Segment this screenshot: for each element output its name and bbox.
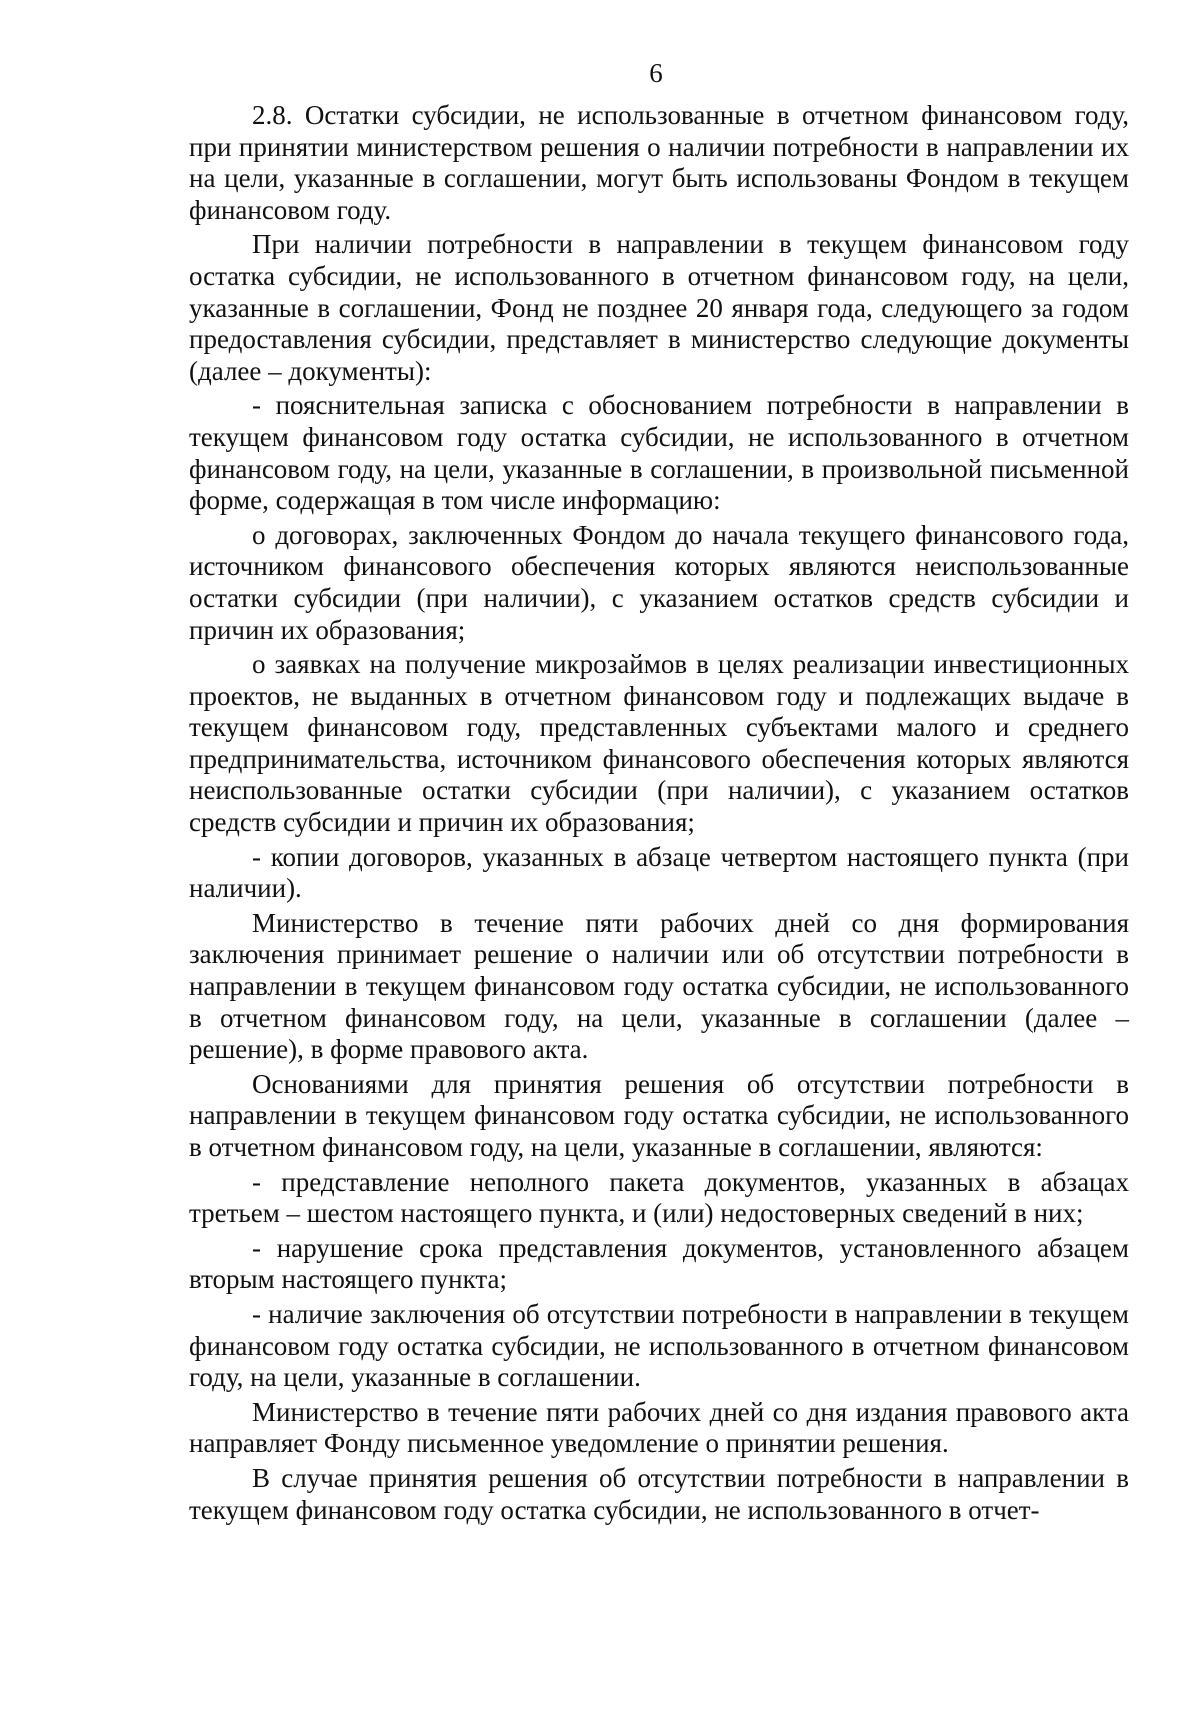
paragraph-ministry-decision: Министерство в течение пяти рабочих дней со дня формирования заключения принимает решение о наличии или об отсутствии потребности в направлении в текущем финансовом году остатка субсидии, не использованного в отчетном финансовом году, на цели, указанные в соглашении (далее – решение), в форме правового акта.	[189, 907, 1129, 1065]
paragraph-incomplete-documents: - представление неполного пакета документов, указанных в абзацах третьем – шестом настоящего пункта, и (или) недостоверных сведений в них;	[189, 1166, 1129, 1229]
paragraph-absence-conclusion: - наличие заключения об отсутствии потребности в направлении в текущем финансовом году остатка субсидии, не использованного в отчетном финансовом году, на цели, указанные в соглашении.	[189, 1298, 1129, 1393]
paragraph-explanatory-note: - пояснительная записка с обоснованием потребности в направлении в текущем финансовом году остатка субсидии, не использованного в отчетном финансовом году, на цели, указанные в соглашении, в произвольной письменной форме, содержащая в том числе информацию:	[189, 390, 1129, 516]
paragraph-request-conditions: При наличии потребности в направлении в текущем финансовом году остатка субсидии, не использованного в отчетном финансовом году, на цели, указанные в соглашении, Фонд не позднее 20 января года, следующего за годом предоставления субсидии, представляет в министерство следующие документы (далее – документы):	[189, 229, 1129, 386]
paragraph-deadline-violation: - нарушение срока представления документов, установленного абзацем вторым настоящего пункта;	[189, 1232, 1129, 1295]
paragraph-2-8: 2.8. Остатки субсидии, не использованные в отчетном финансовом году, при принятии министерством решения о наличии потребности в направлении их на цели, указанные в соглашении, могут быть использованы Фондом в текущем финансовом году.	[189, 100, 1129, 225]
paragraph-contracts-info: о договорах, заключенных Фондом до начала текущего финансового года, источником финансового обеспечения которых являются неиспользованные остатки субсидии (при наличии), с указанием остатков средств субсидии и причин их образования;	[189, 519, 1129, 645]
paragraph-refusal-case: В случае принятия решения об отсутствии потребности в направлении в текущем финансовом году остатка субсидии, не использованного в отчет-	[189, 1462, 1129, 1525]
paragraph-grounds-for-refusal: Основаниями для принятия решения об отсутствии потребности в направлении в текущем финансовом году остатка субсидии, не использованного в отчетном финансовом году, на цели, указанные в соглашении, являются:	[189, 1068, 1129, 1162]
paragraph-microloan-applications: о заявках на получение микрозаймов в целях реализации инвестиционных проектов, не выданных в отчетном финансовом году и подлежащих выдаче в текущем финансовом году, представленных субъектами малого и среднего предпринимательства, источником финансового обеспечения которых являются неиспользованные остатки субсидии (при наличии), с указанием остатков средств субсидии и причин их образования;	[189, 649, 1129, 838]
paragraph-notification: Министерство в течение пяти рабочих дней со дня издания правового акта направляет Фонду письменное уведомление о принятии решения.	[189, 1396, 1129, 1459]
page-number: 6	[649, 58, 663, 88]
document-body	[189, 100, 1129, 1526]
paragraph-contract-copies: - копии договоров, указанных в абзаце четвертом настоящего пункта (при наличии).	[189, 841, 1129, 904]
